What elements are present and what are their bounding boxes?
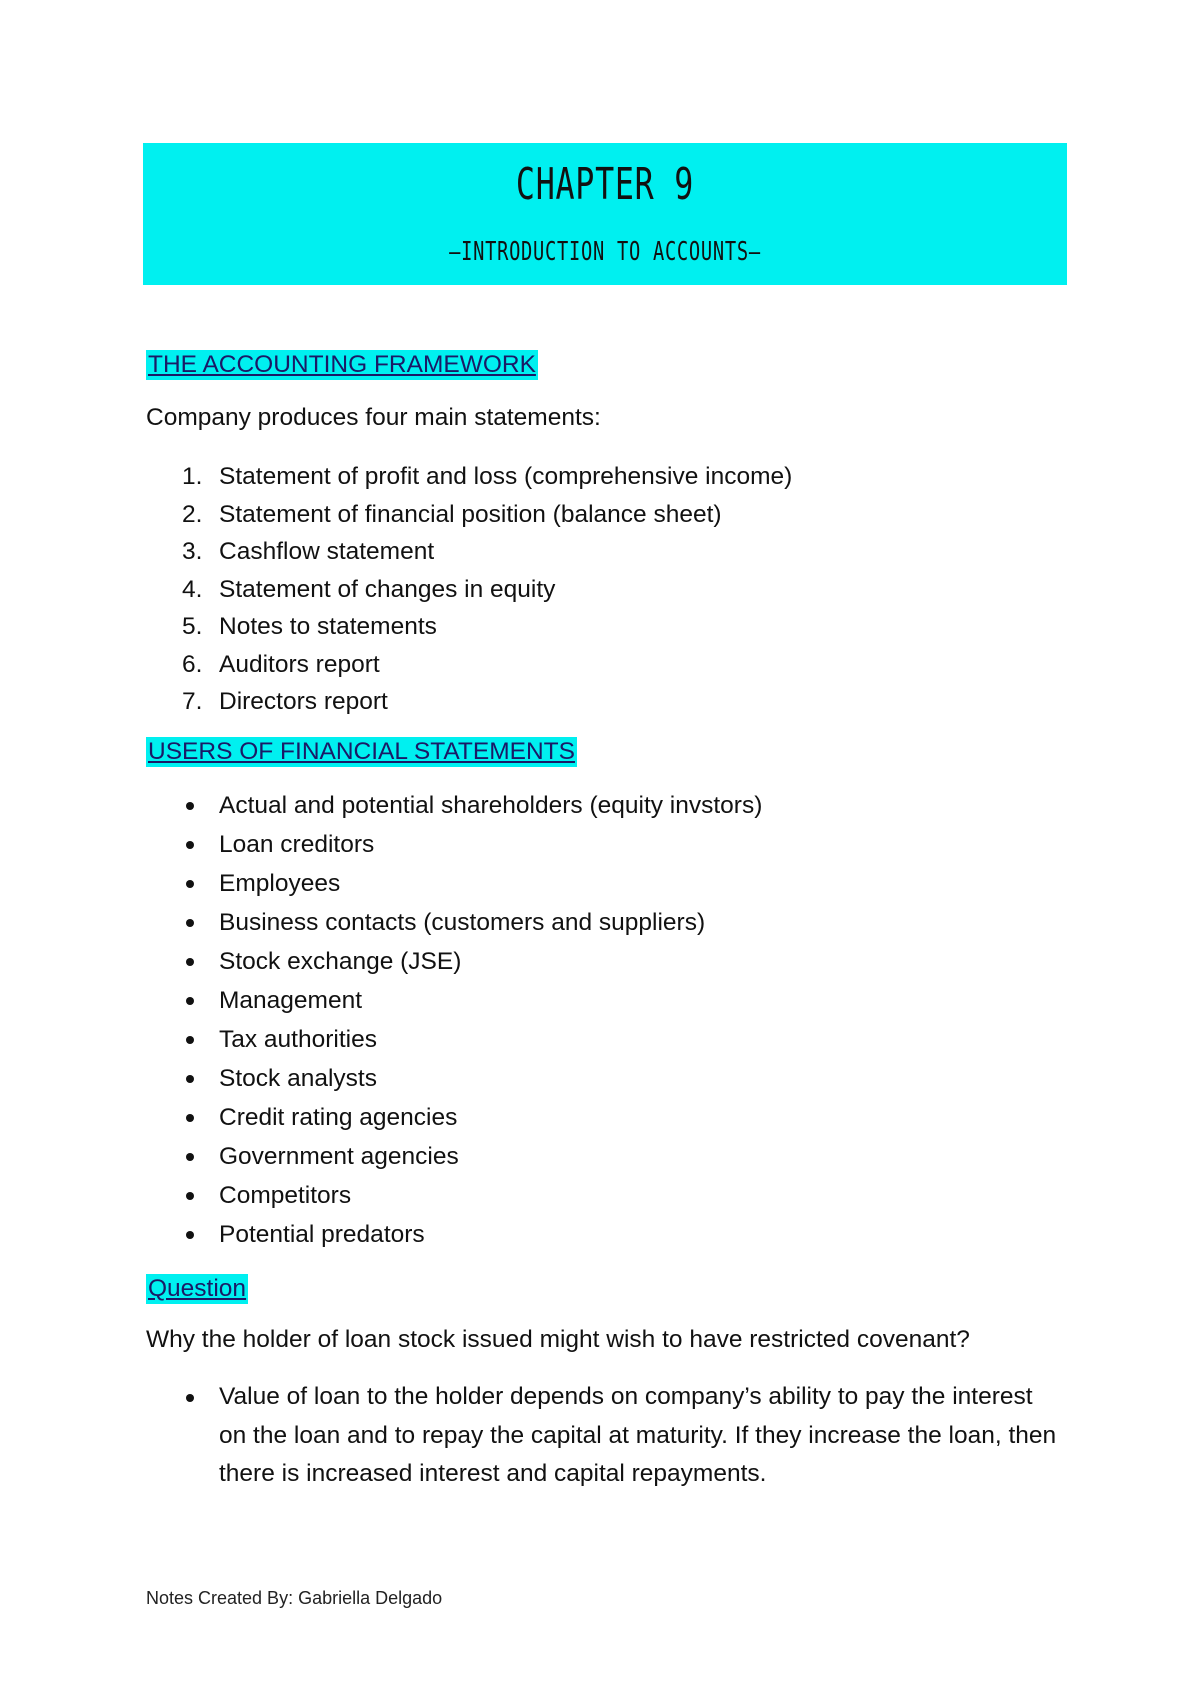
list-item: [146, 981, 762, 1020]
list-item: [146, 646, 792, 684]
list-item-text: Notes to statements: [219, 613, 437, 640]
list-item: [146, 825, 762, 864]
list-item-text: Stock analysts: [219, 1065, 377, 1092]
list-item: [146, 1020, 762, 1059]
bullet-icon: [186, 919, 194, 927]
list-item: [146, 1059, 762, 1098]
bullet-icon: [186, 880, 194, 888]
bullet-icon: [186, 958, 194, 966]
list-item-text: Statement of profit and loss (comprehensive income): [219, 463, 793, 490]
chapter-subtitle: –INTRODUCTION TO ACCOUNTS–: [449, 237, 761, 267]
list-item: [146, 1137, 762, 1176]
list-item-text: Potential predators: [219, 1221, 425, 1248]
list-item-text: Directors report: [219, 688, 388, 715]
list-item-text: Statement of financial position (balance sheet): [219, 500, 722, 528]
list-number: 7.: [182, 688, 203, 715]
bullet-icon: [186, 1394, 194, 1402]
footer-note: Notes Created By: Gabriella Delgado: [146, 1588, 443, 1608]
list-item-text: Auditors report: [219, 650, 380, 678]
list-item-text: Management: [219, 987, 363, 1014]
list-item: [146, 903, 762, 942]
statements-list: [146, 458, 792, 721]
list-item: [146, 496, 792, 534]
bullet-icon: [186, 841, 194, 849]
list-item: [146, 1378, 1066, 1494]
list-number: 4.: [182, 575, 203, 603]
bullet-icon: [186, 1231, 194, 1239]
list-item-text: Competitors: [219, 1182, 352, 1209]
list-item: [146, 786, 762, 825]
chapter-title: CHAPTER 9: [515, 159, 695, 210]
list-number: 1.: [182, 463, 203, 490]
list-number: 2.: [182, 500, 203, 528]
section-heading-users: USERS OF FINANCIAL STATEMENTS: [148, 738, 575, 765]
framework-intro: Company produces four main statements:: [146, 404, 601, 431]
list-item: [146, 458, 792, 496]
list-item: [146, 571, 792, 609]
bullet-icon: [186, 1114, 194, 1122]
list-item: [146, 683, 792, 721]
list-item: [146, 864, 762, 903]
list-item-text: Tax authorities: [219, 1026, 377, 1053]
list-item-text: Loan creditors: [219, 831, 375, 858]
list-item-text: Business contacts (customers and suppliers): [219, 909, 706, 936]
list-item-text: Credit rating agencies: [219, 1104, 458, 1131]
bullet-icon: [186, 802, 194, 810]
list-item: [146, 1215, 762, 1254]
section-heading-framework: THE ACCOUNTING FRAMEWORK: [148, 351, 536, 378]
bullet-icon: [186, 1036, 194, 1044]
bullet-icon: [186, 1075, 194, 1083]
question-text: Why the holder of loan stock issued might wish to have restricted covenant?: [146, 1326, 970, 1353]
list-item-text: Stock exchange (JSE): [219, 948, 462, 975]
list-item-text: Statement of changes in equity: [219, 575, 556, 603]
list-item-text: Actual and potential shareholders (equity invstors): [219, 792, 763, 819]
list-number: 5.: [182, 613, 203, 640]
chapter-banner: [143, 143, 1067, 285]
list-item: [146, 533, 792, 571]
list-item: [146, 942, 762, 981]
list-number: 3.: [182, 538, 203, 565]
answer-text: Value of loan to the holder depends on company’s ability to pay the interest on the loan and to repay the capital at maturity. If they increase the loan, then there is increased interest and capital repayments.: [219, 1383, 1057, 1487]
list-item-text: Government agencies: [219, 1143, 459, 1170]
section-heading-question: Question: [148, 1275, 247, 1302]
bullet-icon: [186, 1192, 194, 1200]
list-item-text: Employees: [219, 870, 341, 897]
list-item: [146, 1098, 762, 1137]
list-item: [146, 608, 792, 646]
answer-list: [146, 1378, 1066, 1494]
bullet-icon: [186, 1153, 194, 1161]
list-item: [146, 1176, 762, 1215]
users-list: [146, 786, 762, 1254]
list-number: 6.: [182, 650, 203, 678]
list-item-text: Cashflow statement: [219, 538, 435, 565]
bullet-icon: [186, 997, 194, 1005]
